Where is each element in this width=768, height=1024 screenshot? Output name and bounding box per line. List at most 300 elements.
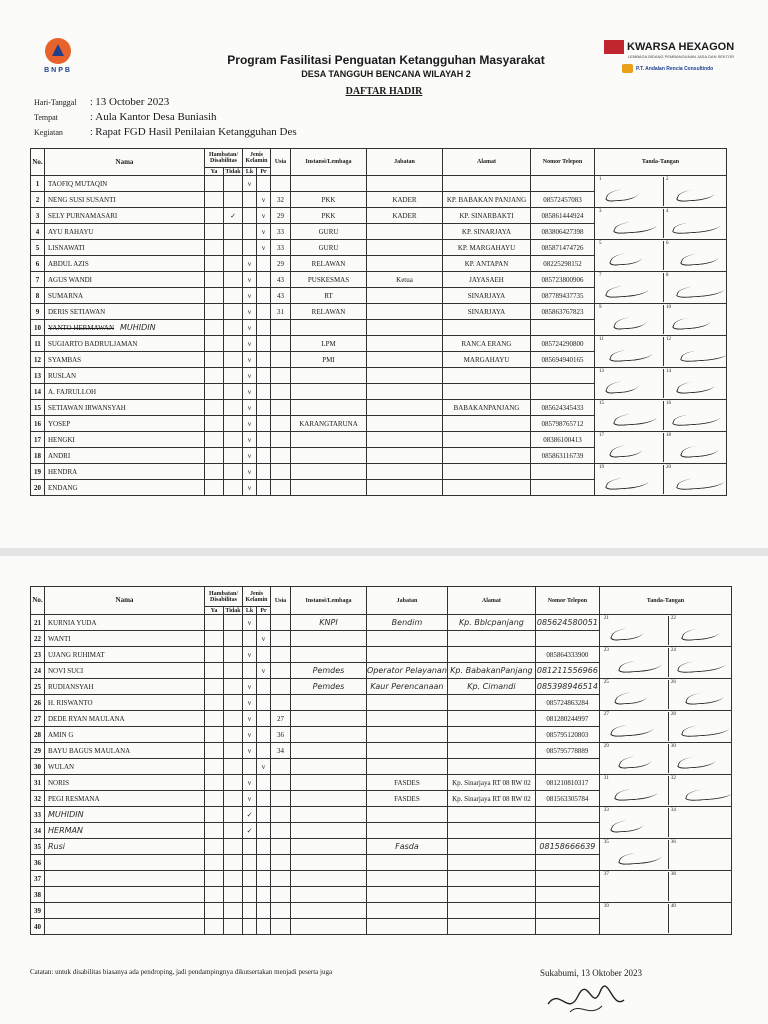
signature-slot	[602, 712, 664, 741]
row-usia-text: 27	[277, 714, 284, 723]
row-alamat	[443, 480, 531, 496]
table-row	[31, 679, 732, 695]
row-instansi	[291, 176, 367, 192]
row-instansi	[291, 416, 367, 432]
col-ya-header-p2: Ya	[205, 607, 224, 615]
row-jabatan	[367, 711, 448, 727]
signature-scribble	[608, 252, 645, 266]
row-tidak	[224, 903, 243, 919]
row-no-text: 39	[34, 906, 41, 915]
row-jabatan-text: Kaur Perencanaan	[370, 682, 444, 691]
row-jabatan	[367, 400, 443, 416]
row-telepon	[535, 903, 599, 919]
row-tidak	[224, 823, 243, 839]
signature-slot	[602, 744, 664, 773]
signature-slot-number: 34	[670, 808, 676, 813]
row-telepon	[531, 288, 595, 304]
row-jabatan	[367, 304, 443, 320]
row-alamat	[443, 336, 531, 352]
row-jabatan	[367, 432, 443, 448]
row-name	[45, 823, 205, 839]
document-title: DAFTAR HADIR	[345, 86, 423, 97]
row-telepon	[535, 871, 599, 887]
row-name-text: ANDRI	[48, 451, 71, 460]
row-jabatan	[367, 839, 448, 855]
row-telepon	[535, 855, 599, 871]
row-alamat	[447, 887, 535, 903]
row-alamat	[443, 384, 531, 400]
row-name	[45, 919, 205, 935]
col-telepon-header-p2: Nomor Telepon	[535, 587, 599, 615]
row-ya	[205, 176, 224, 192]
row-usia	[271, 384, 291, 400]
col-no-header: No.	[31, 149, 45, 176]
row-name-text: SETIAWAN IRWANSYAH	[48, 403, 126, 412]
row-alamat	[447, 695, 535, 711]
row-lk	[243, 855, 257, 871]
row-lk	[243, 775, 257, 791]
row-jabatan-text: Bendim	[391, 618, 423, 627]
row-ya	[205, 823, 224, 839]
row-jabatan	[367, 176, 443, 192]
row-name	[45, 647, 205, 663]
row-telepon-text: 087789437735	[541, 291, 584, 300]
signature-cell	[599, 871, 731, 903]
row-telepon	[535, 759, 599, 775]
row-jabatan	[367, 775, 448, 791]
row-name-text: H. RISWANTO	[48, 698, 93, 707]
row-telepon	[531, 352, 595, 368]
row-name	[45, 288, 205, 304]
row-lk-text: v	[247, 794, 252, 803]
row-lk-text: v	[247, 323, 252, 332]
signature-scribble	[617, 659, 664, 674]
row-no-text: 28	[34, 730, 41, 739]
row-alamat	[443, 224, 531, 240]
signature-slot-number: 16	[666, 401, 671, 406]
row-name	[45, 192, 205, 208]
row-usia	[271, 887, 291, 903]
col-tidak-header-p2: Tidak	[225, 607, 241, 614]
row-alamat-text: Kp. BabakanPanjang	[450, 666, 533, 675]
row-alamat	[443, 368, 531, 384]
col-jenis-header-p2: Jenis Kelamin	[243, 587, 271, 607]
signature-slot-number: 10	[666, 305, 671, 310]
row-instansi-text: GURU	[318, 243, 339, 252]
row-pr	[257, 176, 271, 192]
row-ya	[205, 775, 224, 791]
col-instansi-header: Instansi/Lembaga	[291, 149, 367, 176]
row-jabatan-text: Fasda	[395, 842, 419, 851]
row-name	[45, 743, 205, 759]
row-jabatan	[367, 903, 448, 919]
row-usia-text: 31	[277, 307, 284, 316]
row-instansi	[291, 240, 367, 256]
col-ttd-header-p2: Tanda-Tangan	[599, 587, 731, 615]
row-tidak	[224, 887, 243, 903]
signature-slot-number: 37	[603, 872, 609, 877]
row-lk-text: v	[247, 371, 252, 380]
row-instansi	[291, 432, 367, 448]
row-lk-text: v	[247, 714, 252, 723]
signature-cell	[599, 775, 731, 807]
row-no-text: 17	[34, 435, 41, 444]
row-usia	[271, 272, 291, 288]
row-lk	[243, 791, 257, 807]
row-instansi	[291, 807, 367, 823]
row-telepon	[535, 791, 599, 807]
row-ya	[205, 871, 224, 887]
row-telepon	[531, 400, 595, 416]
row-tidak	[224, 775, 243, 791]
row-tidak	[224, 176, 243, 192]
row-name	[45, 176, 205, 192]
row-instansi	[291, 464, 367, 480]
row-no-text: 26	[34, 698, 41, 707]
row-ya	[205, 384, 224, 400]
row-tidak	[224, 448, 243, 464]
row-no-text: 29	[34, 746, 41, 755]
row-ya	[205, 352, 224, 368]
signature-slot	[597, 305, 659, 334]
signature-slot-number: 22	[670, 616, 676, 621]
row-no	[31, 192, 45, 208]
signature-slot-number: 36	[670, 840, 676, 845]
row-telepon	[531, 320, 595, 336]
row-telepon-text: 085863116739	[541, 451, 584, 460]
row-instansi	[291, 631, 367, 647]
row-telepon-text: 085795778889	[546, 746, 589, 755]
attendance-rows-page-2	[31, 615, 732, 935]
row-no	[31, 871, 45, 887]
signature-scribble	[679, 444, 721, 458]
signature-slot	[602, 680, 664, 709]
row-name	[45, 320, 205, 336]
row-name	[45, 208, 205, 224]
row-instansi	[291, 288, 367, 304]
row-lk-text: v	[247, 746, 252, 755]
signature-cell	[599, 679, 731, 711]
signature-slot	[668, 872, 731, 901]
col-pr-header: Pr	[257, 168, 271, 176]
row-ya	[205, 615, 224, 631]
row-jabatan	[367, 272, 443, 288]
row-instansi-text: KARANGTARUNA	[299, 419, 358, 428]
row-pr	[257, 855, 271, 871]
row-usia	[271, 432, 291, 448]
signature-slot-number: 14	[666, 369, 671, 374]
row-telepon	[535, 663, 599, 679]
row-jabatan	[367, 352, 443, 368]
row-alamat	[447, 823, 535, 839]
row-telepon	[531, 256, 595, 272]
row-alamat-text: KP. SINARJAYA	[461, 227, 512, 236]
signature-slot	[663, 241, 726, 270]
row-usia	[271, 743, 291, 759]
row-jabatan	[367, 256, 443, 272]
row-lk-text: v	[247, 339, 252, 348]
row-alamat-text: KP. MARGAHAYU	[457, 243, 516, 252]
row-ya	[205, 679, 224, 695]
attendance-sheet-page-2	[0, 556, 768, 1024]
row-lk	[243, 224, 257, 240]
row-lk	[243, 823, 257, 839]
row-telepon-text: 08572457083	[543, 195, 582, 204]
row-instansi	[291, 448, 367, 464]
row-ya	[205, 208, 224, 224]
signature-slot-number: 40	[670, 904, 676, 909]
row-jabatan	[367, 727, 448, 743]
row-no	[31, 631, 45, 647]
row-instansi	[291, 903, 367, 919]
row-no	[31, 663, 45, 679]
row-jabatan-text: Ketua	[396, 275, 413, 284]
row-pr	[257, 272, 271, 288]
row-telepon	[531, 208, 595, 224]
row-name-text: WULAN	[48, 762, 75, 771]
row-telepon-text: 085723800906	[541, 275, 584, 284]
row-lk-text: v	[247, 259, 252, 268]
program-title: Program Fasilitasi Penguatan Ketangguhan Masyarakat	[227, 53, 545, 67]
row-name-text: NENG SUSI SUSANTI	[48, 195, 116, 204]
signature-scribble	[671, 316, 713, 330]
row-alamat	[443, 272, 531, 288]
row-jabatan	[367, 855, 448, 871]
row-usia-text: 33	[277, 227, 284, 236]
row-usia-text: 34	[277, 746, 284, 755]
row-lk	[243, 416, 257, 432]
signature-slot	[668, 680, 731, 709]
row-jabatan	[367, 919, 448, 935]
row-alamat-text: BABAKANPANJANG	[453, 403, 520, 412]
row-ya	[205, 727, 224, 743]
row-no-text: 25	[34, 682, 41, 691]
row-usia	[271, 192, 291, 208]
row-no	[31, 727, 45, 743]
row-tidak	[224, 288, 243, 304]
row-pr	[257, 679, 271, 695]
col-alamat-header: Alamat	[443, 149, 531, 176]
signature-cell	[595, 304, 727, 336]
row-pr	[257, 647, 271, 663]
signature-cell	[599, 903, 731, 935]
signature-slot	[663, 369, 726, 398]
col-telepon-header: Nomor Telepon	[531, 149, 595, 176]
row-pr	[257, 823, 271, 839]
row-alamat-text: Kp. Sinarjaya RT 08 RW 02	[452, 794, 531, 803]
row-instansi-text: RT	[324, 291, 333, 300]
row-jabatan	[367, 743, 448, 759]
row-telepon-text: 085398946514	[536, 682, 598, 691]
row-alamat	[447, 727, 535, 743]
row-jabatan-text: FASDES	[394, 778, 420, 787]
signature-scribble	[675, 188, 717, 202]
signature-slot	[668, 648, 731, 677]
closing-signature	[540, 982, 630, 1020]
row-usia	[271, 288, 291, 304]
row-telepon-text: 081210810317	[546, 778, 589, 787]
signature-cell	[599, 647, 731, 679]
row-no	[31, 448, 45, 464]
info-date-label: Hari-Tanggal	[34, 98, 77, 107]
row-tidak	[224, 855, 243, 871]
info-place-label: Tempat	[34, 113, 58, 122]
row-jabatan	[367, 631, 448, 647]
row-jabatan	[367, 480, 443, 496]
row-telepon-text: 085861444924	[541, 211, 584, 220]
col-jenis-header: Jenis Kelamin	[243, 149, 271, 168]
row-no-text: 36	[34, 858, 41, 867]
info-date: Hari-Tanggal : 13 October 2023	[34, 96, 170, 108]
row-instansi	[291, 192, 367, 208]
row-name-text: NORIS	[48, 778, 70, 787]
signature-cell	[599, 839, 731, 871]
row-no	[31, 416, 45, 432]
row-lk	[243, 176, 257, 192]
signature-slot-number: 23	[603, 648, 609, 653]
program-subtitle: DESA TANGGUH BENCANA WILAYAH 2	[301, 69, 471, 79]
row-instansi-text: PKK	[321, 195, 336, 204]
row-usia	[271, 320, 291, 336]
row-instansi	[291, 679, 367, 695]
row-pr-text: v	[261, 227, 266, 236]
row-lk-text: ✓	[246, 826, 253, 835]
row-ya	[205, 855, 224, 871]
row-usia	[271, 759, 291, 775]
signature-scribble	[676, 658, 728, 673]
row-alamat-text: JAYASAEH	[469, 275, 504, 284]
signature-slot-number: 33	[603, 808, 609, 813]
row-lk-text: v	[247, 419, 252, 428]
row-lk	[243, 663, 257, 679]
row-name	[45, 695, 205, 711]
row-telepon-text: 085694940165	[541, 355, 584, 364]
signature-slot-number: 17	[599, 433, 604, 438]
signature-cell	[595, 368, 727, 400]
row-no	[31, 647, 45, 663]
signature-slot-number: 5	[599, 241, 602, 246]
row-name	[45, 839, 205, 855]
row-no	[31, 384, 45, 400]
row-name	[45, 464, 205, 480]
row-tidak	[224, 839, 243, 855]
table-row	[31, 208, 727, 224]
row-ya	[205, 695, 224, 711]
row-pr	[257, 631, 271, 647]
row-alamat	[443, 464, 531, 480]
col-hambatan-header-p2: Hambatan/ Disabilitas	[205, 587, 243, 607]
row-pr	[257, 903, 271, 919]
row-usia	[271, 903, 291, 919]
row-pr	[257, 711, 271, 727]
row-name	[45, 759, 205, 775]
signature-slot	[602, 616, 664, 645]
row-name-text: TAOFIQ MUTAQIN	[48, 179, 108, 188]
table-row	[31, 711, 732, 727]
row-telepon	[535, 615, 599, 631]
table-row	[31, 176, 727, 192]
signature-cell	[595, 400, 727, 432]
row-usia	[271, 615, 291, 631]
row-name	[45, 224, 205, 240]
signature-slot	[663, 401, 726, 430]
row-no-text: 40	[34, 922, 41, 931]
row-ya	[205, 464, 224, 480]
row-pr	[257, 839, 271, 855]
row-jabatan	[367, 759, 448, 775]
row-alamat-text: Kp. Sinarjaya RT 08 RW 02	[452, 778, 531, 787]
row-no-text: 1	[35, 179, 40, 188]
row-usia	[271, 871, 291, 887]
row-lk	[243, 192, 257, 208]
signature-slot-number: 28	[670, 712, 676, 717]
table-row	[31, 807, 732, 823]
row-instansi	[291, 272, 367, 288]
row-name-text: HERMAN	[48, 826, 83, 835]
row-name-text: SUGIARTO BADRULJAMAN	[48, 339, 138, 348]
row-instansi	[291, 695, 367, 711]
row-name-text: KURNIA YUDA	[48, 618, 97, 627]
row-pr	[257, 208, 271, 224]
bnpb-logo-text: BNPB	[44, 67, 72, 74]
row-name	[45, 240, 205, 256]
row-telepon	[531, 384, 595, 400]
row-instansi-text: PKK	[321, 211, 336, 220]
row-telepon	[535, 711, 599, 727]
row-no	[31, 839, 45, 855]
row-name	[45, 775, 205, 791]
signature-slot	[597, 369, 659, 398]
row-instansi	[291, 839, 367, 855]
row-usia-text: 36	[277, 730, 284, 739]
row-usia	[271, 711, 291, 727]
row-jabatan	[367, 224, 443, 240]
signature-slot	[663, 305, 726, 334]
row-alamat	[447, 903, 535, 919]
row-instansi	[291, 759, 367, 775]
signature-cell	[595, 432, 727, 464]
bnpb-logo	[40, 38, 76, 74]
row-telepon	[535, 823, 599, 839]
signature-slot-number: 2	[666, 177, 669, 182]
row-telepon	[531, 432, 595, 448]
row-telepon	[535, 919, 599, 935]
row-no-text: 16	[34, 419, 41, 428]
row-ya	[205, 647, 224, 663]
signature-scribble	[604, 188, 641, 202]
row-pr	[257, 224, 271, 240]
row-instansi-text: LPM	[321, 339, 336, 348]
row-lk-text: v	[247, 698, 252, 707]
signature-slot	[602, 776, 664, 805]
row-pr-text: v	[261, 762, 266, 771]
row-name-text: UJANG RUHIMAT	[48, 650, 105, 659]
row-no-text: 24	[34, 666, 41, 675]
col-hambatan-header: Hambatan/ Disabilitas	[205, 149, 243, 168]
row-ya	[205, 663, 224, 679]
row-no-text: 20	[34, 483, 41, 492]
row-alamat	[447, 871, 535, 887]
table-row	[31, 272, 727, 288]
row-lk	[243, 432, 257, 448]
attendance-table-page-1	[30, 148, 727, 496]
row-ya	[205, 839, 224, 855]
row-telepon	[531, 272, 595, 288]
row-name	[45, 432, 205, 448]
row-ya	[205, 480, 224, 496]
row-instansi	[291, 663, 367, 679]
row-usia	[271, 679, 291, 695]
